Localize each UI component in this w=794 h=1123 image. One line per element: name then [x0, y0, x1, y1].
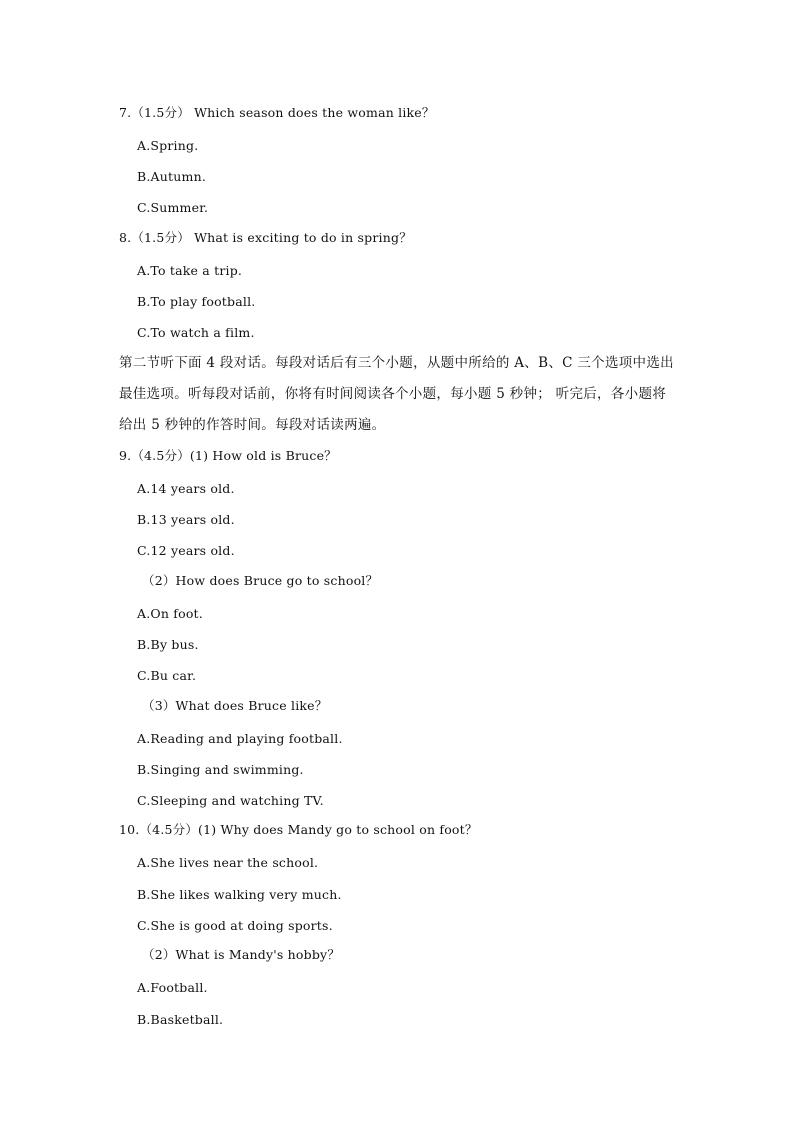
question-10-2-option-b: B.Basketball.: [137, 1012, 224, 1027]
question-10-2-stem: （2）What is Mandy's hobby？: [142, 947, 341, 962]
question-7-stem: 7.（1.5分） Which season does the woman like？: [119, 105, 435, 120]
question-9-2-option-a: A.On foot.: [137, 606, 203, 621]
question-8-stem: 8.（1.5分） What is exciting to do in spring？: [119, 230, 412, 245]
question-8-option-a: A.To take a trip.: [137, 263, 243, 278]
question-9-stem: 9.（4.5分）(1) How old is Bruce？: [119, 448, 337, 463]
question-9-3-option-c: C.Sleeping and watching TV.: [137, 793, 324, 808]
section2-instruction-line-1: 第二节听下面 4 段对话。每段对话后有三个小题，从题中所给的 A、B、C 三个选项中选出: [119, 355, 674, 371]
question-9-2-option-c: C.Bu car.: [137, 668, 197, 683]
question-8-option-b: B.To play football.: [137, 294, 256, 309]
question-10-stem: 10.（4.5分）(1) Why does Mandy go to school on foot？: [119, 822, 478, 837]
question-8-option-c: C.To watch a film.: [137, 325, 255, 340]
question-9-1-option-a: A.14 years old.: [137, 481, 235, 496]
question-9-3-option-a: A.Reading and playing football.: [137, 731, 343, 746]
question-10-1-option-a: A.She lives near the school.: [137, 855, 319, 870]
question-10-1-option-c: C.She is good at doing sports.: [137, 918, 333, 933]
question-7-option-b: B.Autumn.: [137, 169, 206, 184]
question-9-3-stem: （3）What does Bruce like？: [142, 698, 328, 713]
question-10-2-option-a: A.Football.: [137, 980, 208, 995]
question-9-1-option-b: B.13 years old.: [137, 512, 235, 527]
section2-instruction-line-3: 给出 5 秒钟的作答时间。每段对话读两遍。: [119, 417, 386, 433]
question-9-1-option-c: C.12 years old.: [137, 543, 235, 558]
question-9-2-option-b: B.By bus.: [137, 637, 199, 652]
question-7-option-c: C.Summer.: [137, 200, 209, 215]
question-9-3-option-b: B.Singing and swimming.: [137, 762, 304, 777]
question-10-1-option-b: B.She likes walking very much.: [137, 887, 342, 902]
question-9-2-stem: （2）How does Bruce go to school？: [142, 573, 379, 588]
section2-instruction-line-2: 最佳选项。听每段对话前，你将有时间阅读各个小题，每小题 5 秒钟； 听完后，各小题将: [119, 386, 667, 402]
question-7-option-a: A.Spring.: [137, 138, 199, 153]
